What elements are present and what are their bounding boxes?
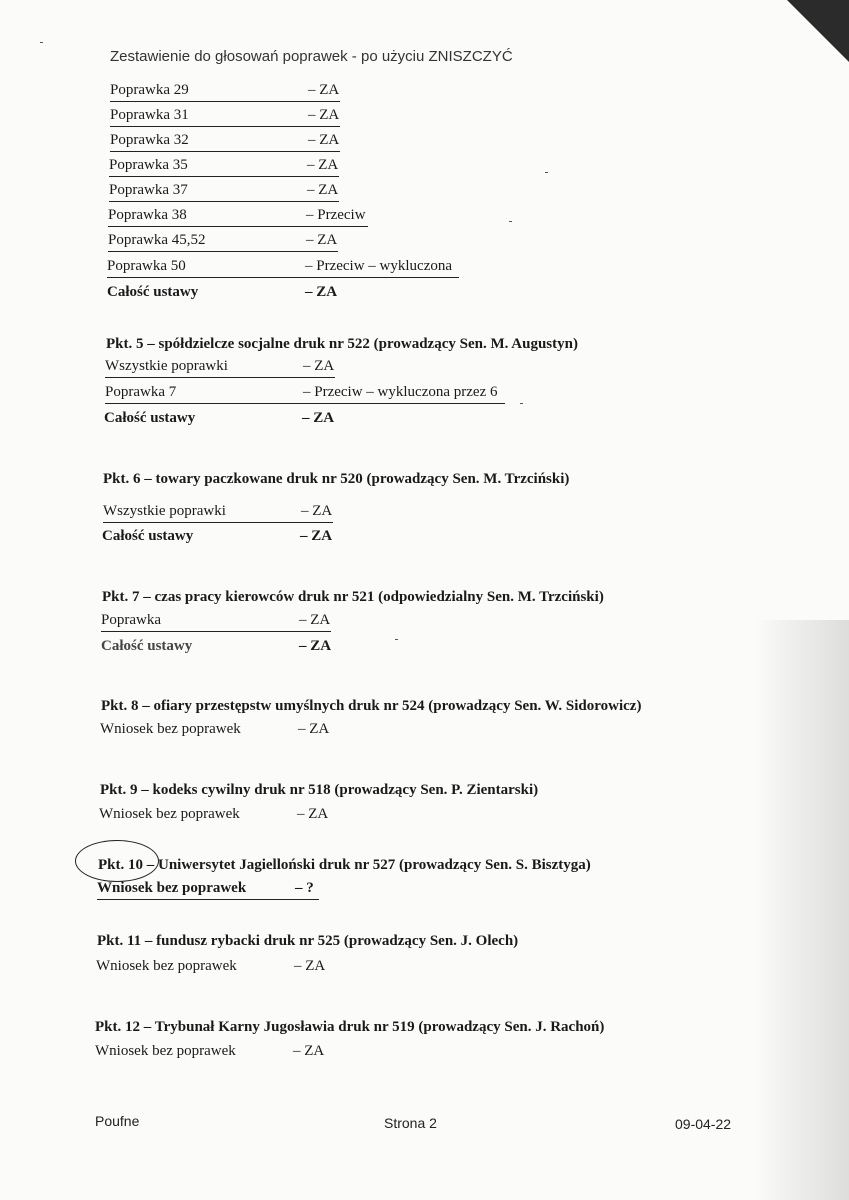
amendment-label: Poprawka 38 (108, 207, 187, 223)
vote-row (109, 157, 349, 177)
vote-row (99, 806, 339, 826)
vote-value: – ZA (298, 721, 330, 737)
amendment-label: Poprawka 35 (109, 157, 188, 173)
amendment-label: Poprawka 45,52 (108, 232, 206, 248)
scan-speck (395, 639, 398, 640)
amendment-label: Poprawka 32 (110, 132, 189, 148)
vote-row (108, 232, 348, 252)
total-row (107, 284, 347, 304)
vote-value: – ZA (306, 232, 338, 248)
amendment-label: Poprawka (101, 612, 161, 628)
section-heading: Pkt. 8 – ofiary przestępstw umyślnych druk nr 524 (prowadzący Sen. W. Sidorowicz) (101, 698, 642, 714)
amendment-label: Wszystkie poprawki (103, 503, 226, 519)
vote-value: – ZA (297, 806, 329, 822)
total-value: – ZA (300, 528, 333, 544)
total-row (102, 528, 342, 548)
vote-row (100, 721, 340, 741)
vote-row (110, 82, 350, 102)
amendment-label: Poprawka 37 (109, 182, 188, 198)
underline (97, 899, 319, 901)
vote-row (105, 358, 345, 378)
vote-value: – ZA (308, 82, 340, 98)
total-value: – ZA (302, 410, 335, 426)
amendment-label: Poprawka 50 (107, 258, 186, 274)
amendment-label: Poprawka 31 (110, 107, 189, 123)
vote-value: – ZA (299, 612, 331, 628)
vote-value: – ZA (308, 132, 340, 148)
total-label: Całość ustawy (102, 528, 194, 544)
section-title: – Uniwersytet Jagielloński druk nr 527 (prowadzący Sen. S. Bisztyga) (146, 857, 591, 873)
section-heading: Pkt. 9 – kodeks cywilny druk nr 518 (prowadzący Sen. P. Zientarski) (100, 782, 539, 798)
underline (103, 522, 333, 523)
section-heading: Pkt. 11 – fundusz rybacki druk nr 525 (prowadzący Sen. J. Olech) (97, 933, 519, 949)
vote-value: – Przeciw (306, 207, 366, 223)
vote-value: – ? (295, 880, 314, 896)
total-row (101, 638, 341, 658)
vote-row (107, 258, 467, 278)
vote-value: – ZA (301, 503, 333, 519)
vote-value: – Przeciw – wykluczona (305, 258, 453, 274)
motion-label: Wniosek bez poprawek (99, 806, 240, 822)
scan-speck (520, 403, 523, 404)
section-heading: Pkt. 12 – Trybunał Karny Jugosławia druk nr 519 (prowadzący Sen. J. Rachoń) (95, 1019, 605, 1035)
vote-value: – Przeciw – wykluczona przez 6 (303, 384, 498, 400)
underline (105, 403, 505, 404)
vote-row (97, 880, 327, 900)
vote-value: – ZA (293, 1043, 325, 1059)
section-number: Pkt. 10 (98, 857, 143, 873)
vote-value: – ZA (294, 958, 326, 974)
underline (109, 201, 339, 202)
folded-corner (787, 0, 849, 62)
underline (110, 151, 340, 152)
underline (108, 226, 368, 227)
vote-row (103, 503, 343, 523)
vote-row (110, 107, 350, 127)
total-value: – ZA (305, 284, 338, 300)
underline (108, 251, 338, 252)
amendment-label: Poprawka 29 (110, 82, 189, 98)
total-row (104, 410, 344, 430)
amendment-label: Poprawka 7 (105, 384, 177, 400)
scan-shadow (754, 620, 849, 1200)
scan-speck (509, 221, 512, 222)
motion-label: Wniosek bez poprawek (97, 880, 247, 896)
document-title: Zestawienie do głosowań poprawek - po użyciu ZNISZCZYĆ (110, 48, 513, 65)
vote-row (95, 1043, 335, 1063)
vote-row (105, 384, 515, 404)
total-value: – ZA (299, 638, 332, 654)
footer-confidential: Poufne (95, 1113, 140, 1129)
footer-date: 09-04-22 (675, 1116, 732, 1132)
vote-row (108, 207, 378, 227)
total-label: Całość ustawy (104, 410, 196, 426)
underline (110, 101, 340, 102)
vote-value: – ZA (303, 358, 335, 374)
underline (107, 277, 459, 278)
underline (101, 631, 331, 632)
footer-page-number: Strona 2 (384, 1115, 437, 1131)
vote-row (110, 132, 350, 152)
motion-label: Wniosek bez poprawek (96, 958, 237, 974)
vote-value: – ZA (307, 182, 339, 198)
vote-row (96, 958, 336, 978)
section-heading: Pkt. 6 – towary paczkowane druk nr 520 (prowadzący Sen. M. Trzciński) (103, 471, 570, 487)
vote-row (109, 182, 349, 202)
underline (109, 176, 339, 177)
total-label: Całość ustawy (107, 284, 199, 300)
vote-value: – ZA (308, 107, 340, 123)
total-label: Całość ustawy (101, 638, 193, 654)
motion-label: Wniosek bez poprawek (95, 1043, 236, 1059)
scan-speck (40, 42, 43, 43)
section-heading: Pkt. 5 – spółdzielcze socjalne druk nr 522 (prowadzący Sen. M. Augustyn) (106, 336, 578, 352)
amendment-label: Wszystkie poprawki (105, 358, 228, 374)
motion-label: Wniosek bez poprawek (100, 721, 241, 737)
vote-value: – ZA (307, 157, 339, 173)
section-heading (98, 857, 591, 874)
vote-row (101, 612, 341, 632)
section-heading: Pkt. 7 – czas pracy kierowców druk nr 521 (odpowiedzialny Sen. M. Trzciński) (102, 589, 604, 605)
scan-speck (545, 172, 548, 173)
underline (110, 126, 340, 127)
underline (105, 377, 335, 378)
